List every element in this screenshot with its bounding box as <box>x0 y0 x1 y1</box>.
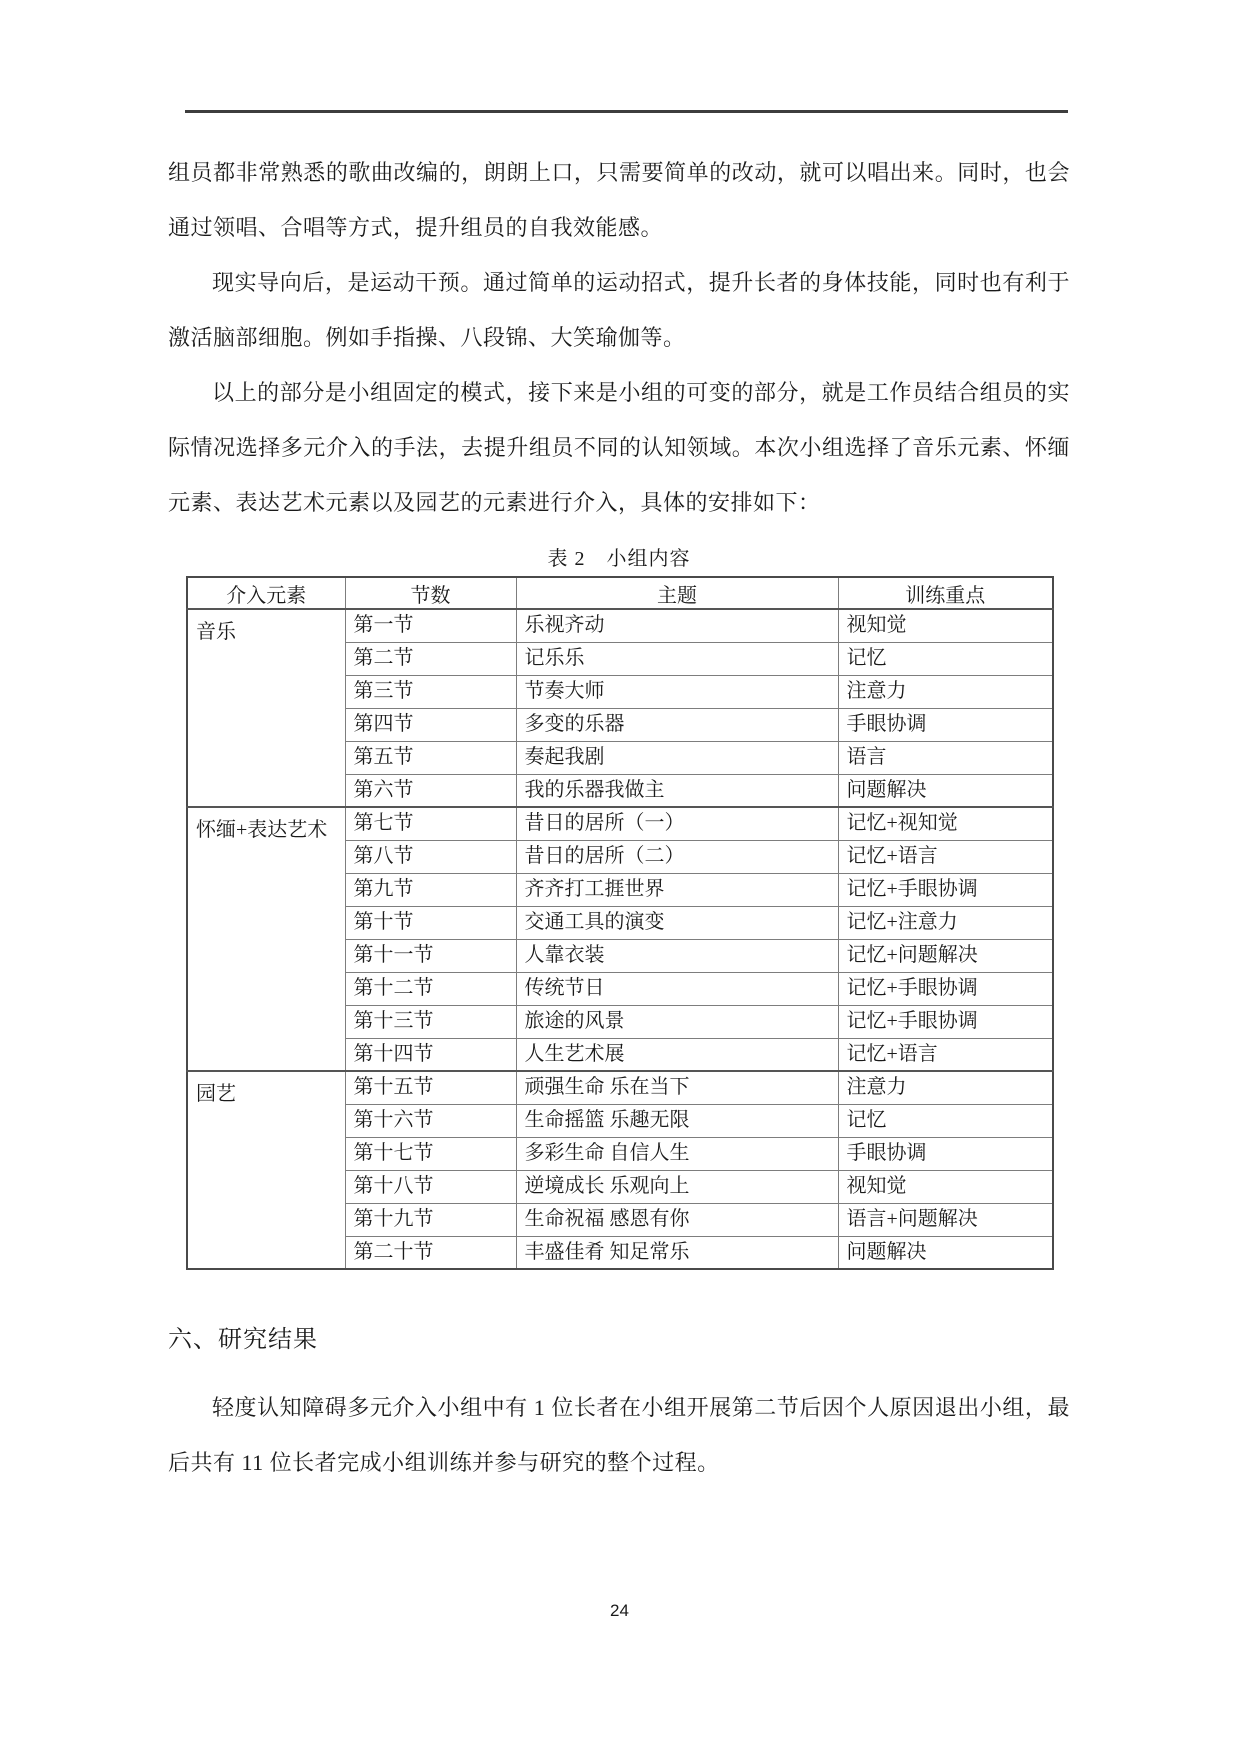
cell-theme: 节奏大师 <box>516 675 838 708</box>
cell-element: 怀缅+表达艺术 <box>187 807 345 1071</box>
cell-theme: 人靠衣装 <box>516 939 838 972</box>
cell-theme: 人生艺术展 <box>516 1038 838 1071</box>
cell-theme: 旅途的风景 <box>516 1005 838 1038</box>
cell-session: 第二节 <box>345 642 516 675</box>
cell-session: 第四节 <box>345 708 516 741</box>
cell-focus: 记忆+手眼协调 <box>838 1005 1053 1038</box>
cell-theme: 生命摇篮 乐趣无限 <box>516 1104 838 1137</box>
table-row <box>187 609 1053 642</box>
cell-session: 第十一节 <box>345 939 516 972</box>
table-row <box>187 807 1053 840</box>
cell-focus: 语言 <box>838 741 1053 774</box>
body-paragraph: 以上的部分是小组固定的模式，接下来是小组的可变的部分，就是工作员结合组员的实际情况选择多元介入的手法，去提升组员不同的认知领域。本次小组选择了音乐元素、怀缅元素、表达艺术元素以及园艺的元素进行介入，具体的安排如下： <box>168 380 1070 515</box>
cell-session: 第六节 <box>345 774 516 807</box>
cell-focus: 注意力 <box>838 675 1053 708</box>
cell-focus: 语言+问题解决 <box>838 1203 1053 1236</box>
cell-focus: 记忆+手眼协调 <box>838 972 1053 1005</box>
cell-theme: 昔日的居所（二） <box>516 840 838 873</box>
cell-session: 第十节 <box>345 906 516 939</box>
cell-focus: 视知觉 <box>838 609 1053 642</box>
cell-session: 第二十节 <box>345 1236 516 1269</box>
cell-focus: 手眼协调 <box>838 1137 1053 1170</box>
cell-theme: 生命祝福 感恩有你 <box>516 1203 838 1236</box>
cell-focus: 记忆 <box>838 1104 1053 1137</box>
table-row <box>187 1071 1053 1104</box>
cell-session: 第九节 <box>345 873 516 906</box>
cell-focus: 记忆+视知觉 <box>838 807 1053 840</box>
cell-theme: 我的乐器我做主 <box>516 774 838 807</box>
page-number: 24 <box>610 1601 629 1620</box>
cell-session: 第十六节 <box>345 1104 516 1137</box>
cell-session: 第十二节 <box>345 972 516 1005</box>
page-content <box>168 0 1070 1490</box>
cell-session: 第十七节 <box>345 1137 516 1170</box>
cell-focus: 记忆+问题解决 <box>838 939 1053 972</box>
group-content-table <box>186 576 1054 1270</box>
table-header-row <box>187 577 1053 609</box>
cell-focus: 记忆+手眼协调 <box>838 873 1053 906</box>
cell-focus: 手眼协调 <box>838 708 1053 741</box>
body-paragraph: 轻度认知障碍多元介入小组中有 1 位长者在小组开展第二节后因个人原因退出小组，最后共有 11 位长者完成小组训练并参与研究的整个过程。 <box>168 1395 1070 1475</box>
cell-session: 第八节 <box>345 840 516 873</box>
cell-theme: 奏起我剧 <box>516 741 838 774</box>
cell-focus: 问题解决 <box>838 1236 1053 1269</box>
cell-session: 第十八节 <box>345 1170 516 1203</box>
header-theme: 主题 <box>516 577 838 609</box>
cell-session: 第一节 <box>345 609 516 642</box>
cell-session: 第十三节 <box>345 1005 516 1038</box>
header-session: 节数 <box>345 577 516 609</box>
cell-theme: 丰盛佳肴 知足常乐 <box>516 1236 838 1269</box>
cell-theme: 齐齐打工捱世界 <box>516 873 838 906</box>
cell-theme: 多彩生命 自信人生 <box>516 1137 838 1170</box>
cell-focus: 视知觉 <box>838 1170 1053 1203</box>
cell-focus: 记忆+语言 <box>838 1038 1053 1071</box>
cell-theme: 多变的乐器 <box>516 708 838 741</box>
cell-focus: 注意力 <box>838 1071 1053 1104</box>
cell-theme: 交通工具的演变 <box>516 906 838 939</box>
cell-theme: 乐视齐动 <box>516 609 838 642</box>
cell-focus: 记忆+语言 <box>838 840 1053 873</box>
body-paragraph: 现实导向后，是运动干预。通过简单的运动招式，提升长者的身体技能，同时也有利于激活脑部细胞。例如手指操、八段锦、大笑瑜伽等。 <box>168 270 1070 350</box>
cell-session: 第十五节 <box>345 1071 516 1104</box>
cell-session: 第七节 <box>345 807 516 840</box>
cell-element: 园艺 <box>187 1071 345 1269</box>
cell-session: 第三节 <box>345 675 516 708</box>
cell-session: 第十九节 <box>345 1203 516 1236</box>
cell-element: 音乐 <box>187 609 345 807</box>
cell-theme: 传统节日 <box>516 972 838 1005</box>
cell-theme: 顽强生命 乐在当下 <box>516 1071 838 1104</box>
body-paragraph: 组员都非常熟悉的歌曲改编的，朗朗上口，只需要简单的改动，就可以唱出来。同时，也会通过领唱、合唱等方式，提升组员的自我效能感。 <box>168 160 1070 240</box>
cell-theme: 记乐乐 <box>516 642 838 675</box>
section-heading: 六、研究结果 <box>168 1327 318 1353</box>
table-caption: 表 2 小组内容 <box>547 548 691 570</box>
header-focus: 训练重点 <box>838 577 1053 609</box>
cell-session: 第五节 <box>345 741 516 774</box>
cell-focus: 记忆 <box>838 642 1053 675</box>
header-element: 介入元素 <box>187 577 345 609</box>
cell-focus: 问题解决 <box>838 774 1053 807</box>
cell-focus: 记忆+注意力 <box>838 906 1053 939</box>
cell-theme: 逆境成长 乐观向上 <box>516 1170 838 1203</box>
cell-session: 第十四节 <box>345 1038 516 1071</box>
cell-theme: 昔日的居所（一） <box>516 807 838 840</box>
